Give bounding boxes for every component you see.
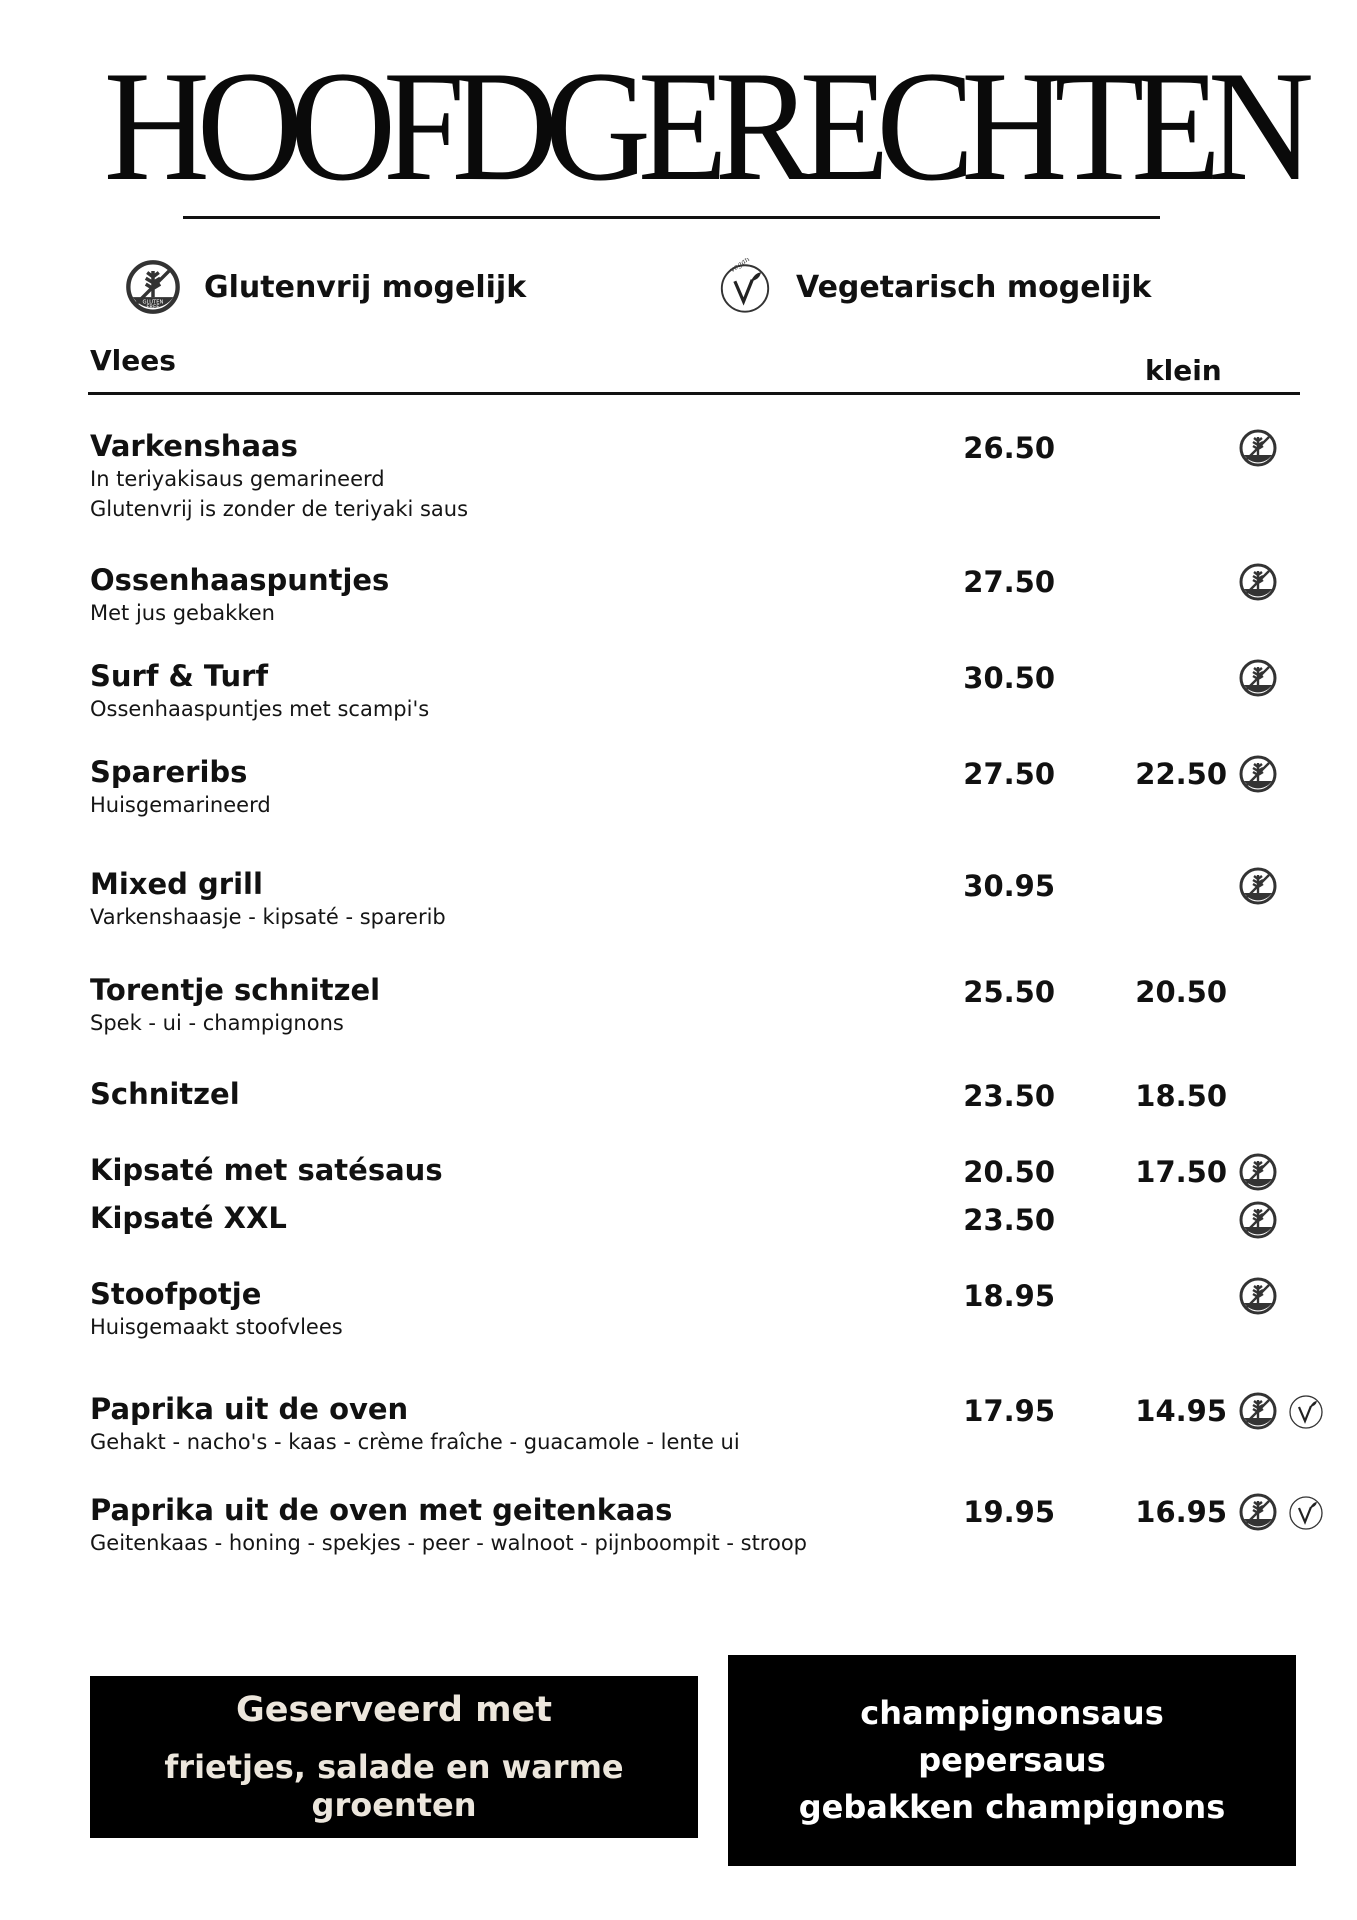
item-name: Paprika uit de oven [90,1392,409,1426]
item-price: 26.50 [963,431,1055,465]
item-name: Stoofpotje [90,1277,262,1311]
item-diet-icons [1238,754,1278,794]
vegan-icon [1286,1492,1326,1532]
item-description: Glutenvrij is zonder de teriyaki saus [90,497,469,521]
gluten-free-icon [1238,658,1278,698]
svg-text:vegan: vegan [727,258,752,275]
sauce-option: gebakken champignons [798,1788,1226,1826]
sauce-box [728,1655,1296,1866]
served-with-sides: frietjes, salade en warme groenten [164,1748,624,1824]
served-with-box [90,1676,698,1838]
section-divider [88,392,1300,395]
item-price: 27.50 [963,565,1055,599]
gluten-free-icon [1238,562,1278,602]
item-diet-icons [1238,866,1278,906]
item-name: Kipsaté met satésaus [90,1153,443,1187]
item-price: 23.50 [963,1079,1055,1113]
item-name: Torentje schnitzel [90,973,381,1007]
served-with-title: Geserveerd met [235,1690,553,1730]
item-name: Paprika uit de oven met geitenkaas [90,1493,673,1527]
menu-item [90,866,1320,932]
page-title: HOOFDGERECHTEN [103,39,1302,214]
item-description: In teriyakisaus gemarineerd [90,467,385,491]
legend-vegetarian [716,258,1151,316]
item-price-small: 17.50 [1135,1155,1227,1189]
item-diet-icons [1238,1276,1278,1316]
item-description: Ossenhaaspuntjes met scampi's [90,697,430,721]
item-name: Kipsaté XXL [90,1201,287,1235]
svg-text:FREE: FREE [146,304,160,311]
menu-item [90,1276,1320,1342]
item-price: 25.50 [963,975,1055,1009]
small-portion-header: klein [1145,354,1222,387]
item-price-small: 20.50 [1135,975,1227,1009]
item-description: Spek - ui - champignons [90,1011,344,1035]
sauce-option: champignonsaus [860,1694,1164,1732]
item-description: Met jus gebakken [90,601,275,625]
menu-item [90,428,1320,524]
item-name: Surf & Turf [90,659,269,693]
item-price-small: 18.50 [1135,1079,1227,1113]
item-price-small: 16.95 [1135,1495,1227,1529]
legend-gluten-free [124,258,526,316]
item-price-small: 22.50 [1135,757,1227,791]
item-diet-icons [1238,562,1278,602]
gluten-free-icon [1238,1492,1278,1532]
vegan-icon [716,258,774,316]
item-price: 19.95 [963,1495,1055,1529]
item-diet-icons [1238,658,1278,698]
item-name: Varkenshaas [90,429,298,463]
legend-gluten-free-label: Glutenvrij mogelijk [204,269,527,305]
item-price: 30.95 [963,869,1055,903]
gluten-free-icon [1238,1200,1278,1240]
item-description: Varkenshaasje - kipsaté - sparerib [90,905,446,929]
item-name: Mixed grill [90,867,263,901]
legend-vegetarian-label: Vegetarisch mogelijk [796,269,1152,305]
menu-item [90,562,1320,628]
item-price: 30.50 [963,661,1055,695]
gluten-free-icon [1238,1152,1278,1192]
section-title: Vlees [90,344,176,377]
item-description: Huisgemarineerd [90,793,271,817]
item-name: Ossenhaaspuntjes [90,563,390,597]
item-diet-icons [1238,428,1278,468]
gluten-free-icon [1238,754,1278,794]
menu-item [90,1200,1320,1236]
item-description: Huisgemaakt stoofvlees [90,1315,343,1339]
item-price: 18.95 [963,1279,1055,1313]
vegan-icon [1286,1391,1326,1431]
menu-item [90,658,1320,724]
svg-text:GLUTEN: GLUTEN [142,299,164,306]
item-name: Spareribs [90,755,248,789]
sauce-option: pepersaus [918,1741,1106,1779]
gluten-free-icon [1238,1276,1278,1316]
item-description: Geitenkaas - honing - spekjes - peer - walnoot - pijnboompit - stroop [90,1531,808,1555]
gluten-free-icon [1238,866,1278,906]
item-diet-icons [1238,1152,1278,1192]
item-name: Schnitzel [90,1077,240,1111]
item-diet-icons [1238,1492,1326,1532]
item-diet-icons [1238,1200,1278,1240]
gluten-free-icon [124,258,182,316]
item-price: 20.50 [963,1155,1055,1189]
item-price: 27.50 [963,757,1055,791]
item-price-small: 14.95 [1135,1394,1227,1428]
item-description: Gehakt - nacho's - kaas - crème fraîche - guacamole - lente ui [90,1430,740,1454]
title-divider [183,216,1160,219]
item-price: 17.95 [963,1394,1055,1428]
item-price: 23.50 [963,1203,1055,1237]
gluten-free-icon [1238,428,1278,468]
item-diet-icons [1238,1391,1326,1431]
gluten-free-icon [1238,1391,1278,1431]
